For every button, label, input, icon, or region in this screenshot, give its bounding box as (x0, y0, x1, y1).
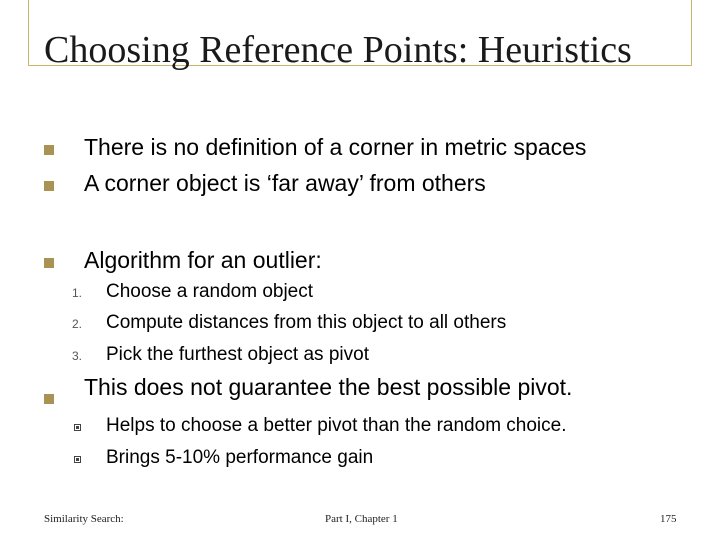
algorithm-step: Compute distances from this object to all others (106, 312, 507, 333)
step-number: 3. (72, 349, 83, 363)
algorithm-step: Pick the furthest object as pivot (106, 344, 369, 365)
bullet-text: A corner object is ‘far away’ from others (84, 170, 486, 196)
bullet-square-icon (44, 181, 54, 191)
bullet-square-icon (44, 258, 54, 268)
step-number: 2. (72, 317, 83, 331)
footer-center: Part I, Chapter 1 (325, 513, 398, 525)
footer-left: Similarity Search: (44, 513, 124, 525)
slide-title: Choosing Reference Points: Heuristics (44, 29, 632, 71)
bullet-text: There is no definition of a corner in metric spaces (84, 134, 587, 160)
bullet-square-icon (44, 145, 54, 155)
sub-point: Helps to choose a better pivot than the random choice. (106, 415, 567, 436)
title-frame-right (691, 0, 692, 66)
bullet-text: Algorithm for an outlier: (84, 247, 322, 273)
checkbox-bullet-icon (74, 456, 81, 463)
step-number: 1. (72, 286, 83, 300)
title-frame-left (28, 0, 29, 66)
sub-point: Brings 5-10% performance gain (106, 447, 374, 468)
checkbox-bullet-icon (74, 424, 81, 431)
bullet-square-icon (44, 394, 54, 404)
algorithm-step: Choose a random object (106, 281, 314, 302)
page-number: 175 (660, 513, 677, 525)
bullet-text: This does not guarantee the best possible pivot. (84, 374, 573, 400)
